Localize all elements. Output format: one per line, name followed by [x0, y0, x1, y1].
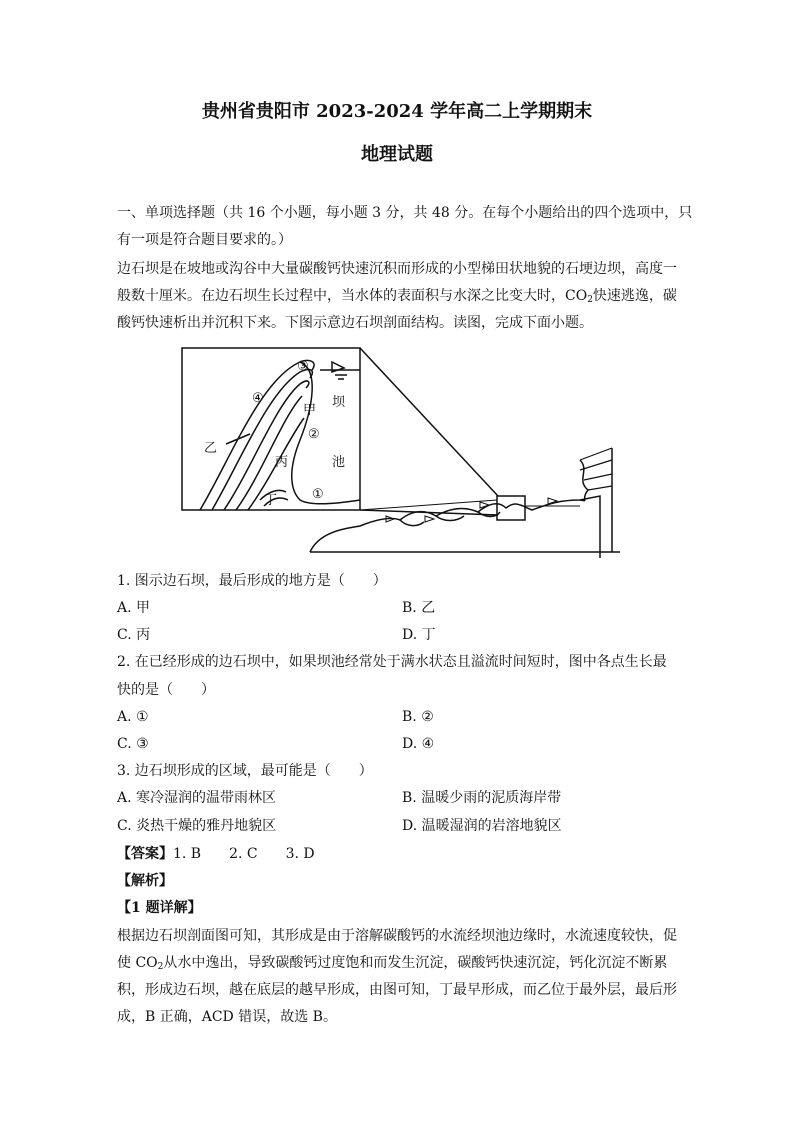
label-yi: 乙 [204, 441, 218, 456]
answer-text: 1. B 2. C 3. D [173, 846, 315, 862]
question-2-stem: 2. 在已经形成的边石坝中，如果坝池经常处于满水状态且溢流时间短时，图中各点生长最 [117, 654, 667, 670]
analysis-label: 【解析】 [117, 873, 173, 889]
q1-option-d: D. 丁 [402, 627, 436, 643]
q3-option-c: C. 炎热干燥的雅丹地貌区 [117, 818, 277, 834]
section-heading: 一、单项选择题（共 16 个小题，每小题 3 分，共 48 分。在每个小题给出的四个选项中，只 [117, 205, 693, 221]
label-3: ③ [297, 359, 309, 374]
label-4: ④ [252, 391, 264, 406]
analysis-line3: 积，形成边石坝，越在底层的越早形成，由图可知，丁最早形成，而乙位于最外层，最后形 [117, 982, 677, 998]
question-1-stem: 1. 图示边石坝，最后形成的地方是（ ） [117, 573, 387, 589]
answer-line [117, 844, 315, 864]
travertine-dam-profile-figure [160, 340, 620, 558]
label-ba: 坝 [332, 395, 346, 410]
intro-paragraph-line2: 般数十厘米。在边石坝生长过程中，当水体的表面积与水深之比变大时，$CO_2$快速逃逸，碳 [117, 288, 677, 305]
page-subtitle: 地理试题 [361, 144, 433, 165]
analysis-sub-label: 【1 题详解】 [117, 900, 202, 916]
q1-option-a: A. 甲 [117, 600, 151, 616]
analysis-line2: 使 $CO_2$从水中逸出，导致碳酸钙过度饱和而发生沉淀，碳酸钙快速沉淀，钙化沉淀不断累 [117, 955, 668, 972]
label-bing: 丙 [275, 455, 289, 470]
q1-option-c: C. 丙 [117, 627, 151, 643]
q2-option-c: C. ③ [117, 736, 149, 752]
q3-option-a: A. 寒冷湿润的温带雨林区 [117, 790, 277, 806]
q2-option-b: B. ② [402, 709, 434, 725]
q2-option-d: D. ④ [402, 736, 435, 752]
label-ding: 丁 [264, 493, 278, 508]
intro-paragraph-line1: 边石坝是在坡地或沟谷中大量碳酸钙快速沉积而形成的小型梯田状地貌的石埂边坝，高度一 [117, 261, 677, 277]
page-title: 贵州省贵阳市 2023-2024 学年高二上学期期末 [201, 101, 593, 122]
analysis-line1: 根据边石坝剖面图可知，其形成是由于溶解碳酸钙的水流经坝池边缘时，水流速度较快，促 [117, 928, 677, 944]
q2-option-a: A. ① [117, 709, 149, 725]
label-jia: 甲 [303, 403, 317, 418]
q3-option-d: D. 温暖湿润的岩溶地貌区 [402, 818, 562, 834]
section-heading-cont: 有一项是符合题目要求的。） [117, 232, 292, 248]
intro-paragraph-line3: 酸钙快速析出并沉积下来。下图示意边石坝剖面结构。读图，完成下面小题。 [117, 315, 593, 331]
label-1: ① [312, 487, 324, 502]
question-2-stem-cont: 快的是（ ） [117, 682, 215, 698]
analysis-line4: 成，B 正确，ACD 错误，故选 B。 [117, 1009, 337, 1025]
answer-label: 【答案】 [117, 846, 173, 862]
label-chi: 池 [332, 455, 346, 470]
question-3-stem: 3. 边石坝形成的区域，最可能是（ ） [117, 763, 373, 779]
q3-option-b: B. 温暖少雨的泥质海岸带 [402, 790, 562, 806]
q1-option-b: B. 乙 [402, 600, 436, 616]
label-2: ② [308, 427, 320, 442]
